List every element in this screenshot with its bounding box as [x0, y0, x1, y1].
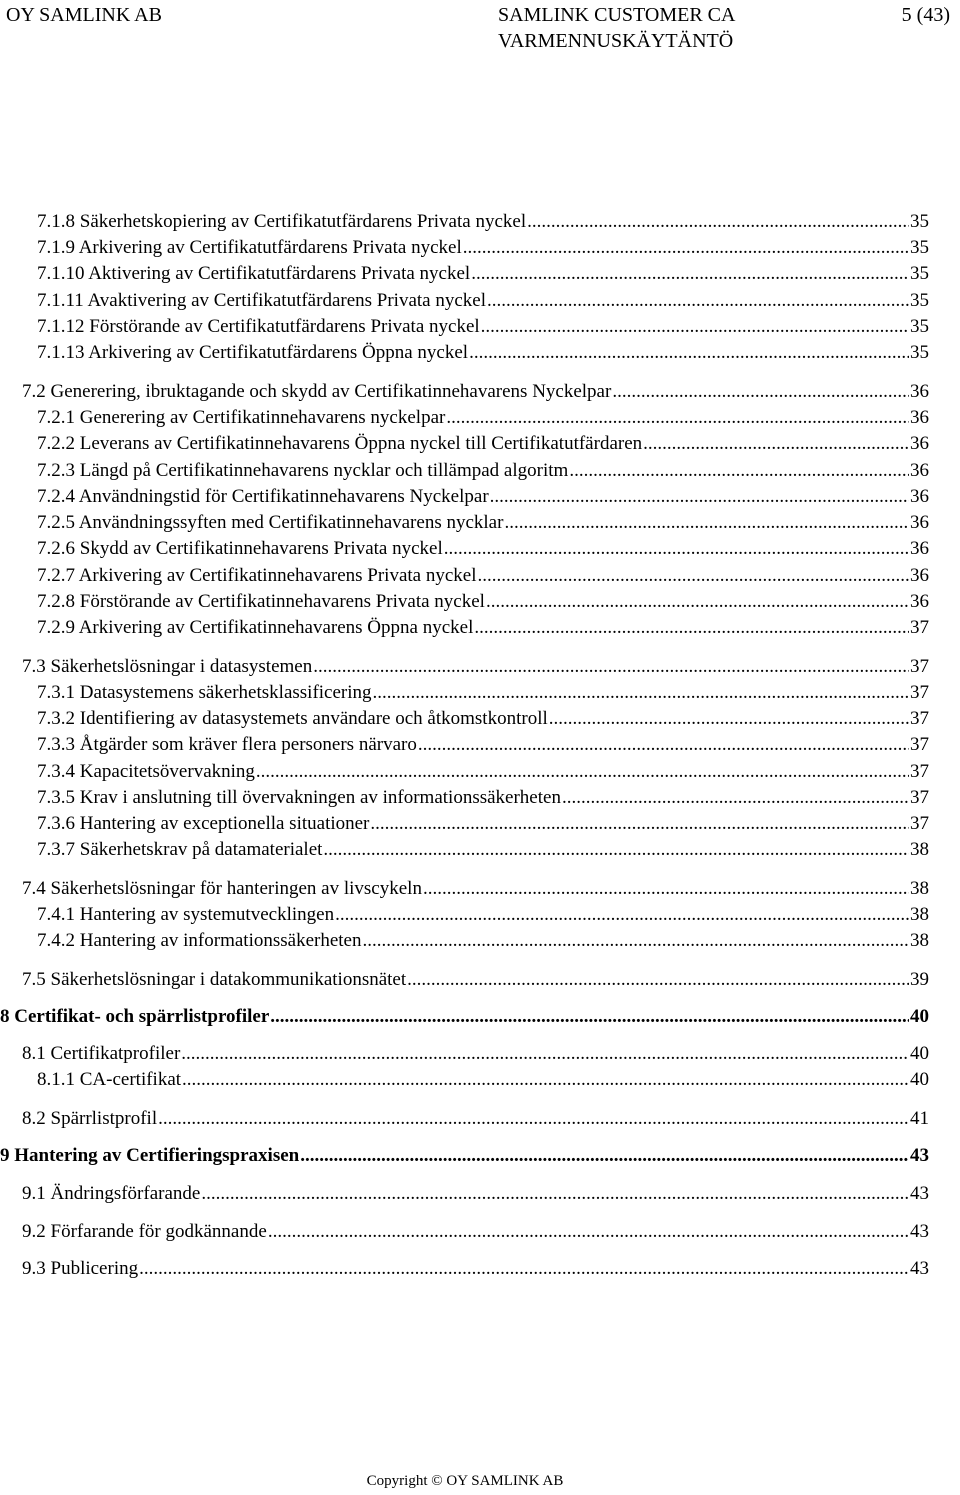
- toc-entry-title: 7.4.2 Hantering av informationssäkerheten: [37, 930, 362, 951]
- toc-entry-page: 37: [910, 617, 929, 638]
- toc-entry-title: 7.1.9 Arkivering av Certifikatutfärdarens Privata nyckel: [37, 237, 462, 258]
- toc-entry[interactable]: [22, 1257, 929, 1281]
- toc-entry[interactable]: [22, 1220, 929, 1244]
- toc-entry[interactable]: [37, 564, 929, 588]
- toc-entry-page: 35: [910, 263, 929, 284]
- toc-dot-leader: [201, 1182, 909, 1206]
- toc-dot-leader: [490, 485, 909, 509]
- toc-entry-page: 37: [910, 682, 929, 703]
- toc-dot-leader: [407, 968, 909, 992]
- toc-entry-title: 7.3.1 Datasystemens säkerhetsklassificering: [37, 682, 372, 703]
- toc-entry-title: 7.2.1 Generering av Certifikatinnehavarens nyckelpar: [37, 407, 446, 428]
- toc-entry-page: 38: [910, 930, 929, 951]
- toc-dot-leader: [373, 681, 909, 705]
- toc-entry[interactable]: [37, 590, 929, 614]
- toc-entry-title: 8.2 Spärrlistprofil: [22, 1108, 158, 1129]
- header-title-line-1: SAMLINK CUSTOMER CA: [498, 4, 736, 26]
- toc-entry-page: 36: [910, 486, 929, 507]
- toc-dot-leader: [256, 760, 909, 784]
- toc-entry[interactable]: [37, 786, 929, 810]
- toc-dot-leader: [158, 1107, 909, 1131]
- toc-entry[interactable]: [37, 511, 929, 535]
- toc-dot-leader: [139, 1257, 909, 1281]
- toc-dot-leader: [335, 903, 909, 927]
- toc-dot-leader: [474, 616, 909, 640]
- toc-entry[interactable]: [37, 210, 929, 234]
- toc-entry-title: 9.1 Ändringsförfarande: [22, 1183, 201, 1204]
- toc-entry-title: 7.1.8 Säkerhetskopiering av Certifikatutfärdarens Privata nyckel: [37, 211, 527, 232]
- toc-entry-page: 36: [910, 460, 929, 481]
- toc-entry-title: 7.3.6 Hantering av exceptionella situationer: [37, 813, 370, 834]
- toc-dot-leader: [612, 380, 909, 404]
- toc-entry-page: 37: [910, 813, 929, 834]
- toc-entry[interactable]: [22, 968, 929, 992]
- toc-dot-leader: [486, 590, 909, 614]
- toc-entry-title: 8 Certifikat- och spärrlistprofiler: [0, 1006, 270, 1027]
- toc-entry-title: 7.1.12 Förstörande av Certifikatutfärdarens Privata nyckel: [37, 316, 480, 337]
- toc-dot-leader: [300, 1144, 909, 1168]
- toc-entry[interactable]: [22, 1042, 929, 1066]
- toc-dot-leader: [478, 564, 909, 588]
- toc-entry[interactable]: [37, 432, 929, 456]
- toc-dot-leader: [370, 812, 909, 836]
- toc-entry[interactable]: [37, 315, 929, 339]
- toc-dot-leader: [362, 929, 909, 953]
- header-document-title: [498, 2, 735, 54]
- toc-entry[interactable]: [37, 733, 929, 757]
- toc-entry[interactable]: [22, 1182, 929, 1206]
- toc-entry-title: 7.3.5 Krav i anslutning till övervakningen av informationssäkerheten: [37, 787, 561, 808]
- toc-entry[interactable]: [0, 1144, 929, 1168]
- toc-dot-leader: [182, 1068, 909, 1092]
- toc-entry-page: 36: [910, 433, 929, 454]
- toc-dot-leader: [569, 459, 909, 483]
- toc-entry[interactable]: [37, 760, 929, 784]
- toc-entry-page: 35: [910, 237, 929, 258]
- toc-dot-leader: [446, 406, 909, 430]
- toc-entry-page: 36: [910, 565, 929, 586]
- toc-entry[interactable]: [37, 406, 929, 430]
- toc-entry-title: 7.2.9 Arkivering av Certifikatinnehavarens Öppna nyckel: [37, 617, 474, 638]
- toc-entry[interactable]: [22, 655, 929, 679]
- toc-entry-title: 7.2.5 Användningssyften med Certifikatinnehavarens nycklar: [37, 512, 504, 533]
- toc-entry-title: 7.2.6 Skydd av Certifikatinnehavarens Privata nyckel: [37, 538, 443, 559]
- toc-entry-title: 7.5 Säkerhetslösningar i datakommunikationsnätet: [22, 969, 407, 990]
- toc-dot-leader: [562, 786, 909, 810]
- toc-entry-page: 39: [910, 969, 929, 990]
- toc-entry-title: 9.2 Förfarande för godkännande: [22, 1221, 267, 1242]
- toc-entry[interactable]: [37, 537, 929, 561]
- toc-entry-page: 37: [910, 761, 929, 782]
- toc-dot-leader: [444, 537, 909, 561]
- toc-entry-title: 7.1.10 Aktivering av Certifikatutfärdarens Privata nyckel: [37, 263, 471, 284]
- toc-entry-page: 36: [910, 381, 929, 402]
- toc-entry-title: 7.2.2 Leverans av Certifikatinnehavarens Öppna nyckel till Certifikatutfärdaren: [37, 433, 643, 454]
- toc-entry-page: 43: [910, 1145, 929, 1166]
- toc-entry-page: 38: [910, 878, 929, 899]
- toc-entry-title: 7.2.7 Arkivering av Certifikatinnehavarens Privata nyckel: [37, 565, 477, 586]
- toc-dot-leader: [418, 733, 909, 757]
- toc-entry[interactable]: [0, 1005, 929, 1029]
- toc-entry-page: 35: [910, 211, 929, 232]
- toc-dot-leader: [487, 289, 909, 313]
- toc-dot-leader: [181, 1042, 909, 1066]
- toc-entry-page: 38: [910, 839, 929, 860]
- toc-entry-title: 7.2 Generering, ibruktagande och skydd av Certifikatinnehavarens Nyckelpar: [22, 381, 612, 402]
- toc-entry-page: 36: [910, 538, 929, 559]
- toc-entry-title: 7.2.3 Längd på Certifikatinnehavarens nycklar och tillämpad algoritm: [37, 460, 569, 481]
- toc-entry[interactable]: [37, 681, 929, 705]
- toc-entry-title: 7.1.11 Avaktivering av Certifikatutfärdarens Privata nyckel: [37, 290, 486, 311]
- toc-entry-title: 7.3.7 Säkerhetskrav på datamaterialet: [37, 839, 323, 860]
- header-page-number: 5 (43): [901, 4, 950, 26]
- toc-entry-page: 37: [910, 708, 929, 729]
- toc-entry-page: 43: [910, 1258, 929, 1279]
- toc-entry-page: 40: [910, 1043, 929, 1064]
- toc-dot-leader: [270, 1005, 909, 1029]
- toc-entry-page: 36: [910, 512, 929, 533]
- toc-entry-page: 36: [910, 407, 929, 428]
- toc-entry-title: 7.3.2 Identifiering av datasystemets användare och åtkomstkontroll: [37, 708, 548, 729]
- toc-entry-title: 7.3.4 Kapacitetsövervakning: [37, 761, 255, 782]
- toc-entry[interactable]: [37, 262, 929, 286]
- toc-entry[interactable]: [37, 459, 929, 483]
- toc-dot-leader: [313, 655, 909, 679]
- toc-entry-title: 7.3.3 Åtgärder som kräver flera personers närvaro: [37, 734, 417, 755]
- toc-entry-title: 7.4 Säkerhetslösningar för hanteringen av livscykeln: [22, 878, 422, 899]
- toc-entry-page: 40: [910, 1069, 929, 1090]
- toc-entry-title: 7.4.1 Hantering av systemutvecklingen: [37, 904, 335, 925]
- toc-dot-leader: [549, 707, 909, 731]
- toc-entry-title: 8.1.1 CA-certifikat: [37, 1069, 182, 1090]
- toc-entry-title: 7.2.8 Förstörande av Certifikatinnehavarens Privata nyckel: [37, 591, 485, 612]
- toc-entry-title: 9 Hantering av Certifieringspraxisen: [0, 1145, 300, 1166]
- toc-dot-leader: [463, 236, 909, 260]
- toc-entry[interactable]: [37, 341, 929, 365]
- toc-entry[interactable]: [37, 1068, 929, 1092]
- toc-entry-page: 41: [910, 1108, 929, 1129]
- toc-entry-page: 43: [910, 1183, 929, 1204]
- toc-entry-title: 8.1 Certifikatprofiler: [22, 1043, 181, 1064]
- toc-dot-leader: [527, 210, 909, 234]
- toc-entry[interactable]: [37, 903, 929, 927]
- toc-entry-page: 43: [910, 1221, 929, 1242]
- toc-entry-page: 36: [910, 591, 929, 612]
- toc-entry-page: 38: [910, 904, 929, 925]
- toc-entry[interactable]: [37, 485, 929, 509]
- toc-entry[interactable]: [37, 838, 929, 862]
- toc-entry[interactable]: [37, 236, 929, 260]
- toc-entry[interactable]: [37, 929, 929, 953]
- toc-entry-title: 7.1.13 Arkivering av Certifikatutfärdarens Öppna nyckel: [37, 342, 469, 363]
- toc-dot-leader: [469, 341, 909, 365]
- toc-entry[interactable]: [37, 707, 929, 731]
- toc-entry-page: 37: [910, 787, 929, 808]
- toc-entry-page: 35: [910, 290, 929, 311]
- toc-entry-page: 35: [910, 342, 929, 363]
- toc-entry-page: 40: [910, 1006, 929, 1027]
- toc-dot-leader: [643, 432, 909, 456]
- toc-dot-leader: [323, 838, 909, 862]
- toc-dot-leader: [268, 1220, 909, 1244]
- toc-entry-page: 35: [910, 316, 929, 337]
- toc-entry[interactable]: [22, 380, 929, 404]
- toc-entry-title: 7.2.4 Användningstid för Certifikatinnehavarens Nyckelpar: [37, 486, 489, 507]
- toc-dot-leader: [504, 511, 909, 535]
- toc-dot-leader: [481, 315, 909, 339]
- toc-dot-leader: [423, 877, 909, 901]
- toc-entry-page: 37: [910, 734, 929, 755]
- toc-entry[interactable]: [37, 812, 929, 836]
- header-title-line-2: VARMENNUSKÄYTÄNTÖ: [498, 30, 734, 52]
- toc-entry-title: 9.3 Publicering: [22, 1258, 139, 1279]
- toc-entry[interactable]: [37, 289, 929, 313]
- toc-entry-page: 37: [910, 656, 929, 677]
- toc-entry[interactable]: [22, 1107, 929, 1131]
- toc-entry[interactable]: [37, 616, 929, 640]
- toc-dot-leader: [471, 262, 909, 286]
- toc-entry[interactable]: [22, 877, 929, 901]
- header-company: OY SAMLINK AB: [6, 4, 162, 26]
- toc-entry-title: 7.3 Säkerhetslösningar i datasystemen: [22, 656, 313, 677]
- footer-copyright: Copyright © OY SAMLINK AB: [366, 1473, 564, 1489]
